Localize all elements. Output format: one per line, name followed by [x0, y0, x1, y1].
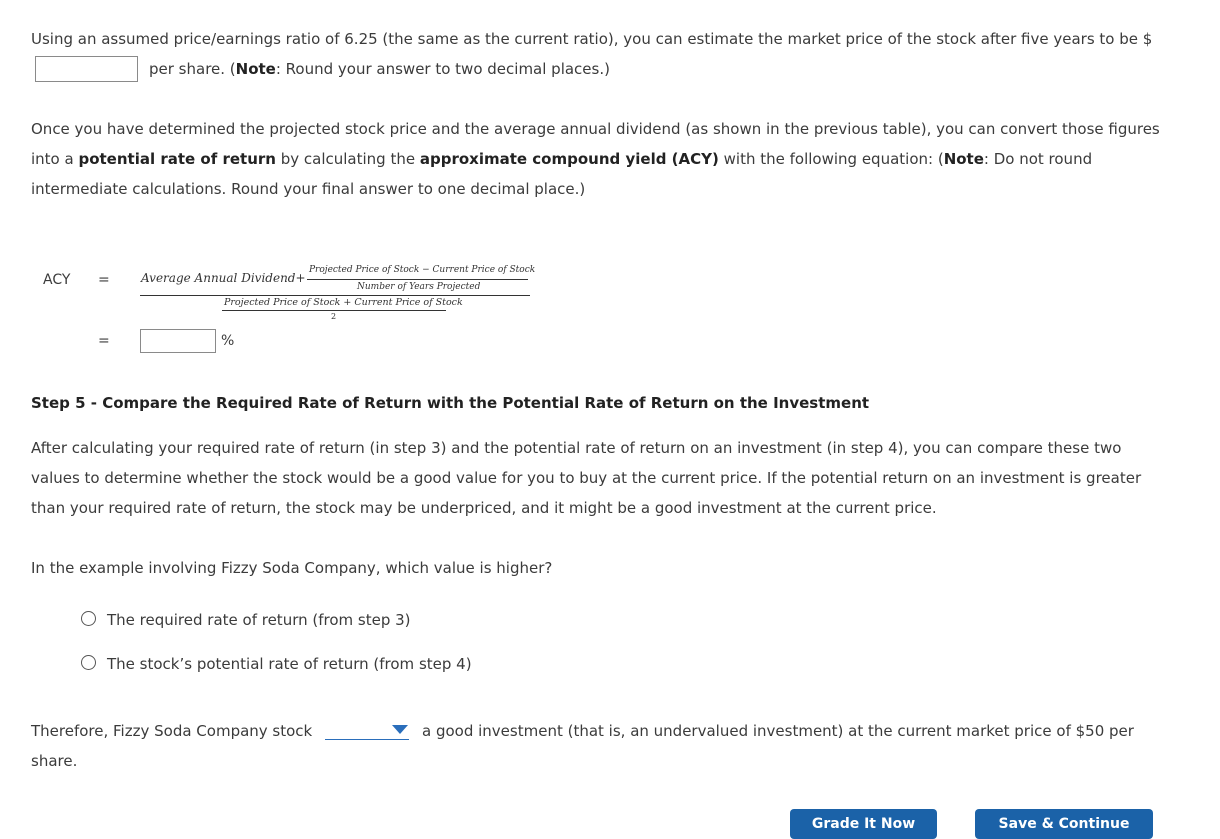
conclusion-text-before: Therefore, Fizzy Soda Company stock	[31, 722, 313, 740]
avg-dividend-term: Average Annual Dividend+	[141, 271, 306, 285]
equals-sign-2: =	[98, 333, 110, 349]
equals-sign: =	[98, 272, 110, 288]
inner-numerator: Projected Price of Stock − Current Price of Stock	[309, 265, 536, 275]
option-required-rate-label[interactable]: The required rate of return (from step 3)	[107, 611, 411, 629]
acy-label: ACY	[43, 272, 71, 288]
option-potential-rate-label[interactable]: The stock’s potential rate of return (from step 4)	[107, 655, 472, 673]
acy-intro-line2: into a potential rate of return by calculating the approximate compound yield (ACY) with the following equation: (Note: Do not round	[31, 150, 1093, 168]
conclusion-dropdown[interactable]	[325, 721, 409, 740]
acy-input[interactable]	[140, 329, 216, 353]
outer-fraction-bar	[140, 295, 530, 296]
price-estimate-text: Using an assumed price/earnings ratio of 6.25 (the same as the current ratio), you can estimate the market price of the stock after five years to be $	[31, 30, 1153, 48]
step5-line3: than your required rate of return, the stock may be underpriced, and it might be a good investment at the current price.	[31, 499, 937, 517]
radio-required-rate[interactable]	[81, 611, 96, 626]
denominator-fraction-bar	[222, 310, 446, 311]
grade-it-now-button[interactable]: Grade It Now	[790, 809, 937, 839]
denominator-two: 2	[331, 312, 337, 321]
acy-intro-line3: intermediate calculations. Round your final answer to one decimal place.)	[31, 180, 586, 198]
radio-potential-rate[interactable]	[81, 655, 96, 670]
step5-heading: Step 5 - Compare the Required Rate of Return with the Potential Rate of Return on the Investment	[31, 394, 870, 412]
chevron-down-icon	[392, 725, 408, 734]
price-note-text: per share. (Note: Round your answer to two decimal places.)	[149, 60, 610, 78]
acy-intro-line1: Once you have determined the projected stock price and the average annual dividend (as shown in the previous table), you can convert those figures	[31, 120, 1160, 138]
question-text: In the example involving Fizzy Soda Company, which value is higher?	[31, 559, 553, 577]
stock-price-input[interactable]	[35, 56, 138, 82]
inner-fraction-bar	[307, 279, 528, 280]
step5-line1: After calculating your required rate of return (in step 3) and the potential rate of return on an investment (in step 4), you can compare these two	[31, 439, 1122, 457]
outer-denominator: Projected Price of Stock + Current Price of Stock	[224, 297, 463, 308]
save-continue-button[interactable]: Save & Continue	[975, 809, 1153, 839]
inner-denominator: Number of Years Projected	[357, 282, 481, 292]
conclusion-text-line2: share.	[31, 752, 78, 770]
step5-line2: values to determine whether the stock would be a good value for you to buy at the current price. If the potential return on an investment is greater	[31, 469, 1142, 487]
conclusion-text-after: a good investment (that is, an undervalued investment) at the current market price of $50 per	[422, 722, 1134, 740]
percent-sign: %	[221, 333, 235, 349]
